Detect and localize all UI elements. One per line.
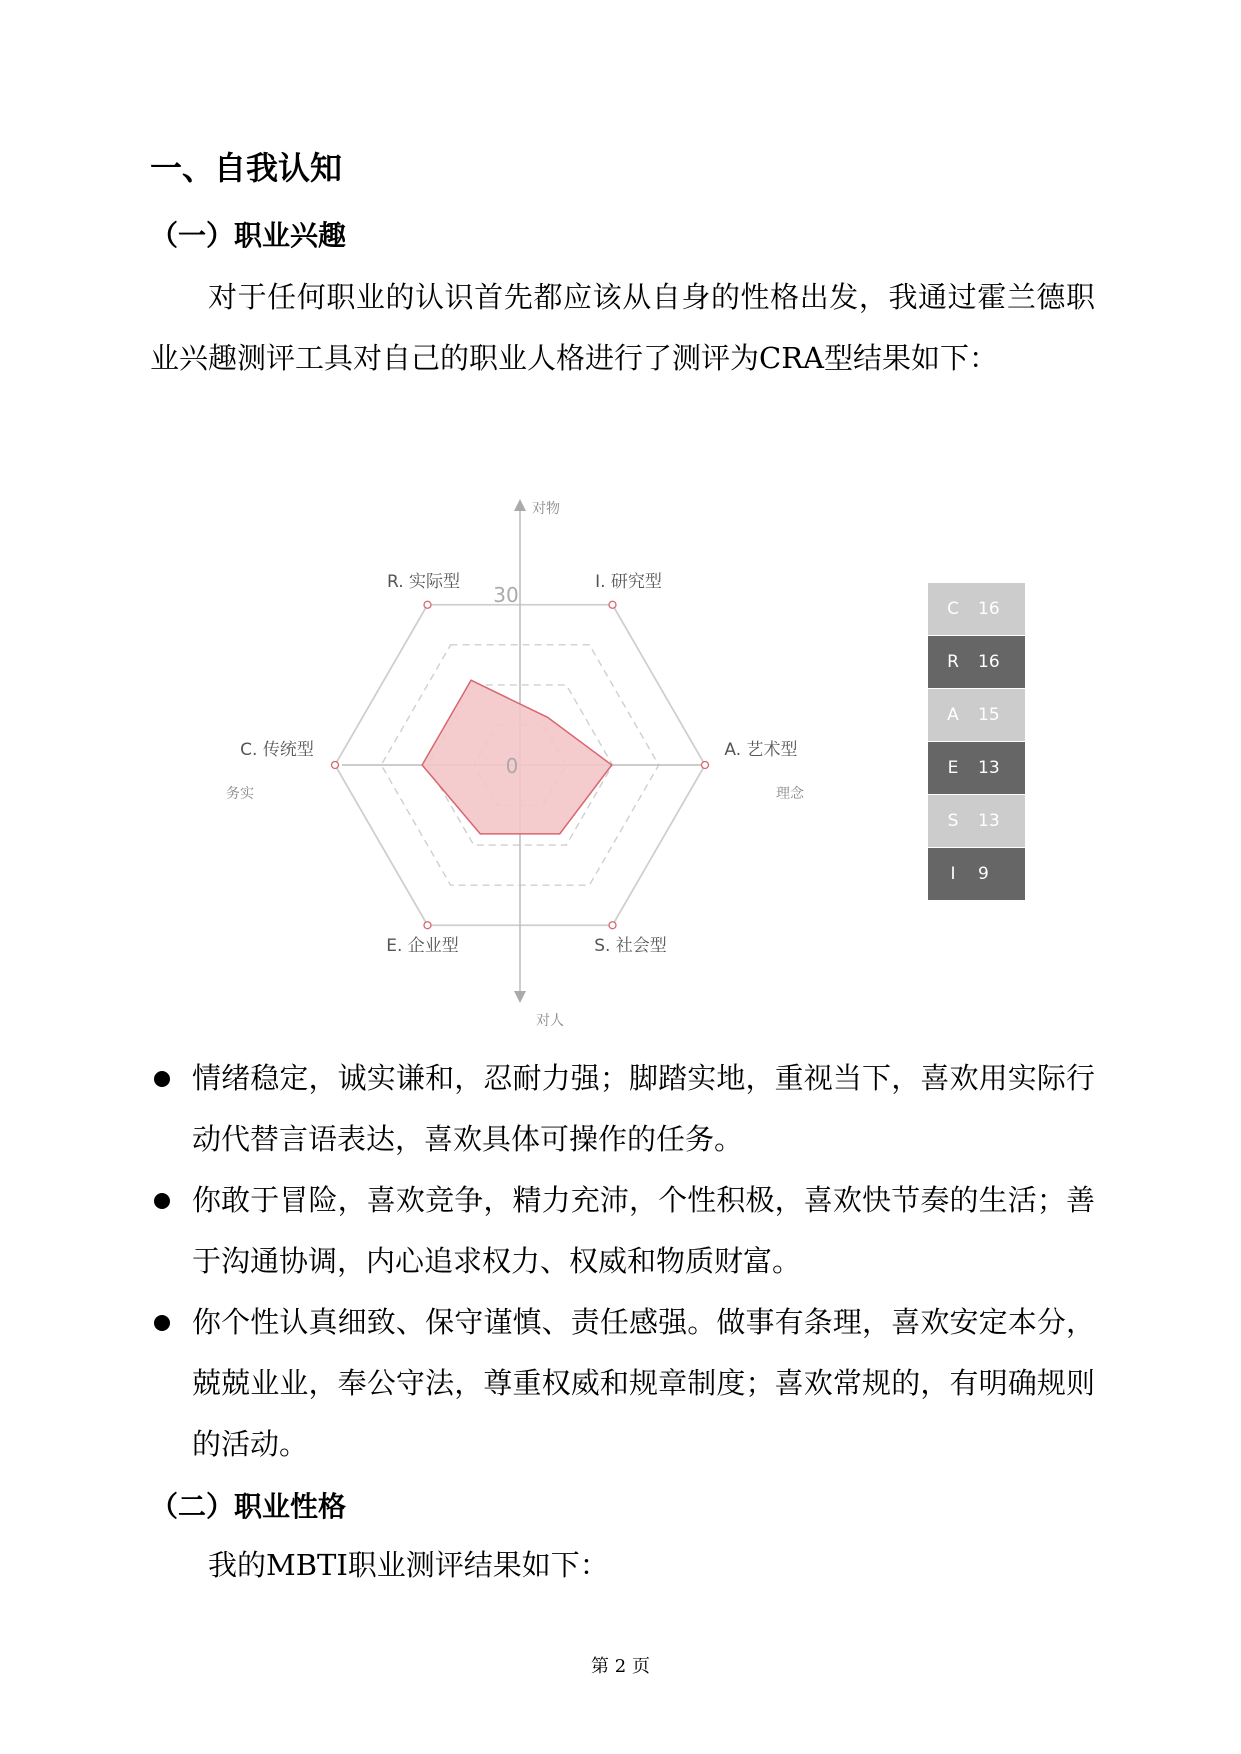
radar-vertex-point (424, 922, 431, 929)
radar-vertex-point (424, 601, 431, 608)
score-value: 9 (978, 864, 989, 884)
radar-vertex-point (609, 922, 616, 929)
bullet-dot-icon (154, 1071, 170, 1087)
radar-vertex-point (332, 762, 339, 769)
score-value: 16 (978, 599, 1000, 619)
bullet-text: 你个性认真细致、保守谨慎、责任感强。做事有条理，喜欢安定本分，兢兢业业，奉公守法，尊重权威和规章制度；喜欢常规的，有明确规则的活动。 (192, 1305, 1095, 1461)
score-key: I (950, 864, 956, 884)
direction-label: 对物 (532, 501, 560, 517)
intro-paragraph: 对于任何职业的认识首先都应该从自身的性格出发，我通过霍兰德职业兴趣测评工具对自己的职业人格进行了测评为CRA型结果如下： (150, 280, 1095, 375)
page-heading: 一、自我认知 (150, 149, 343, 187)
score-row (928, 848, 1025, 901)
bullet-dot-icon (154, 1193, 170, 1209)
radar-axis-label: A. 艺术型 (724, 740, 798, 760)
mbti-intro-paragraph: 我的MBTI职业测评结果如下： (208, 1548, 609, 1582)
radar-axis-label: S. 社会型 (594, 936, 667, 957)
holland-radar-chart (200, 495, 840, 1035)
radar-axis-label: I. 研究型 (595, 571, 662, 592)
score-value: 15 (978, 705, 1000, 725)
radar-vertex-point (702, 762, 709, 769)
direction-label: 务实 (226, 786, 254, 802)
direction-label: 对人 (536, 1013, 564, 1029)
score-table (928, 583, 1025, 901)
score-row (928, 689, 1025, 742)
radar-axis-label: E. 企业型 (386, 936, 459, 957)
section-title-interest: （一）职业兴趣 (150, 219, 347, 252)
score-row (928, 583, 1025, 636)
direction-label: 理念 (776, 786, 804, 802)
score-row (928, 636, 1025, 689)
score-row (928, 795, 1025, 848)
bullet-item (150, 1048, 1095, 1170)
radar-vertex-point (609, 601, 616, 608)
radar-axis-label: C. 传统型 (240, 740, 314, 760)
bullet-text: 情绪稳定，诚实谦和，忍耐力强；脚踏实地，重视当下，喜欢用实际行动代替言语表达，喜欢具体可操作的任务。 (192, 1061, 1095, 1156)
bullet-text: 你敢于冒险，喜欢竞争，精力充沛，个性积极，喜欢快节奏的生活；善于沟通协调，内心追求权力、权威和物质财富。 (192, 1183, 1095, 1278)
tick-label: 30 (493, 583, 519, 607)
section-title-personality: （二）职业性格 (150, 1490, 347, 1523)
bullet-item (150, 1292, 1095, 1475)
radar-axis-label: R. 实际型 (386, 571, 461, 592)
score-row (928, 742, 1025, 795)
score-key: E (947, 758, 959, 778)
page-number: 第 2 页 (591, 1656, 650, 1677)
score-value: 16 (978, 652, 1000, 672)
score-key: A (947, 705, 959, 725)
bullet-item (150, 1170, 1095, 1292)
score-key: C (947, 599, 959, 619)
score-value: 13 (978, 758, 1000, 778)
bullet-dot-icon (154, 1315, 170, 1331)
score-value: 13 (978, 811, 1000, 831)
score-key: R (947, 652, 959, 672)
score-key: S (947, 811, 959, 831)
tick-label: 0 (505, 754, 519, 778)
